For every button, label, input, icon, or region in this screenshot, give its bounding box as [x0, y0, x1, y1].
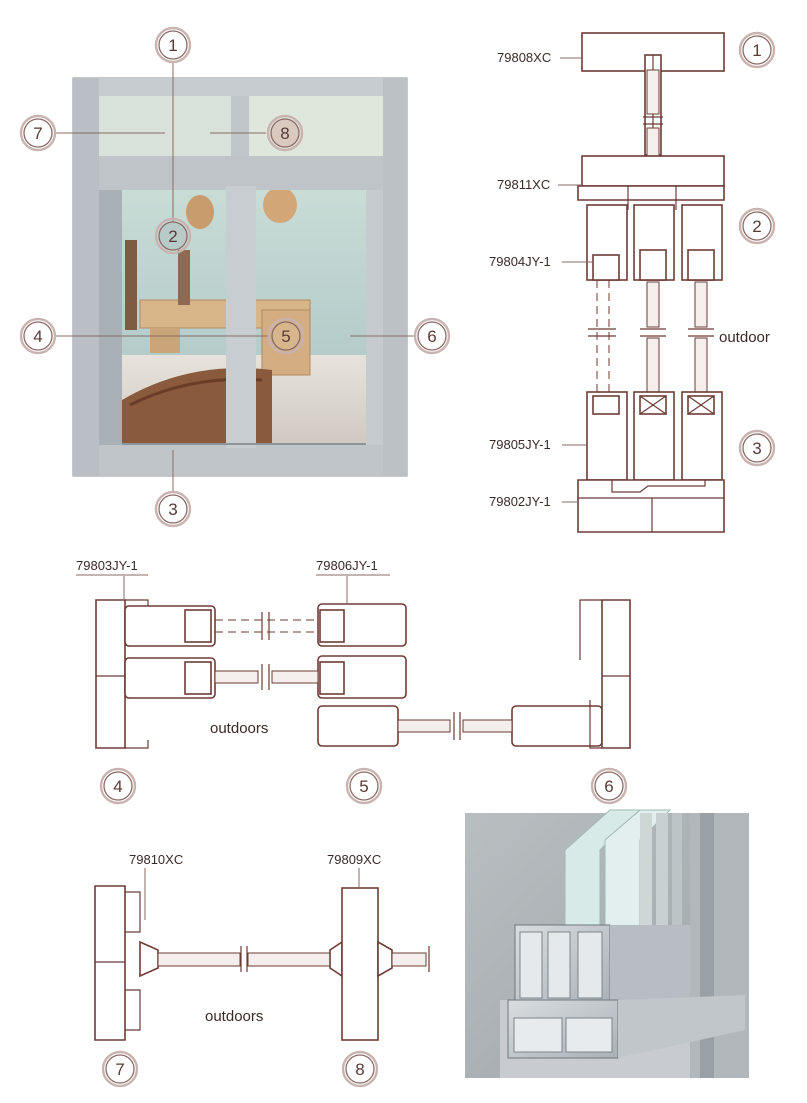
svg-text:4: 4 [33, 327, 43, 346]
photo-callout-2 [156, 219, 190, 253]
section-callout-2 [740, 209, 774, 243]
outdoors-label-transom: outdoors [205, 1008, 264, 1025]
profile-3d-render [465, 810, 749, 1078]
code-79805JY-1: 79805JY-1 [489, 437, 551, 452]
section-callout-8 [343, 1052, 377, 1086]
window-photo [73, 78, 407, 476]
section-callout-7 [103, 1052, 137, 1086]
transom-frame-profile [95, 886, 125, 1040]
svg-text:3: 3 [168, 500, 178, 519]
photo-callout-3 [156, 492, 190, 526]
section-callout-6 [592, 769, 626, 803]
svg-text:5: 5 [359, 777, 369, 796]
photo-callout-6 [415, 319, 449, 353]
sash-top-profiles [587, 205, 722, 280]
svg-text:5: 5 [281, 327, 291, 346]
svg-text:8: 8 [280, 124, 290, 143]
code-79808XC: 79808XC [497, 50, 552, 65]
sash-bottom-profiles [587, 392, 722, 480]
photo-callout-8 [268, 116, 302, 150]
jamb-profile-left [96, 600, 125, 748]
outdoor-label: outdoor [719, 329, 770, 346]
svg-text:1: 1 [752, 41, 762, 60]
svg-text:1: 1 [168, 36, 178, 55]
svg-text:7: 7 [33, 124, 43, 143]
photo-callout-4 [21, 319, 55, 353]
transom-mullion-profile [342, 888, 378, 1040]
svg-text:2: 2 [168, 227, 178, 246]
outdoors-label-horizontal: outdoors [210, 720, 269, 737]
code-79804JY-1: 79804JY-1 [489, 254, 551, 269]
svg-text:6: 6 [427, 327, 437, 346]
svg-text:6: 6 [604, 777, 614, 796]
code-79811XC: 79811XC [497, 177, 551, 192]
code-79810XC: 79810XC [129, 852, 184, 867]
vertical-section [578, 33, 724, 532]
head-frame-profile [582, 156, 724, 186]
svg-text:8: 8 [355, 1060, 365, 1079]
transom-pane-left [99, 96, 231, 156]
photo-callout-5 [269, 319, 303, 353]
svg-text:2: 2 [752, 217, 762, 236]
code-79809XC: 79809XC [327, 852, 382, 867]
vertical-section-labels [489, 33, 774, 509]
code-79802JY-1: 79802JY-1 [489, 494, 551, 509]
horizontal-section [96, 576, 630, 748]
code-79806JY-1: 79806JY-1 [316, 558, 378, 573]
svg-text:3: 3 [752, 439, 762, 458]
section-callout-1 [740, 33, 774, 67]
jamb-profile-right [602, 600, 630, 748]
svg-text:7: 7 [115, 1060, 125, 1079]
photo-callout-7 [21, 116, 55, 150]
section-callout-5 [347, 769, 381, 803]
section-callout-3 [740, 431, 774, 465]
photo-callout-1 [156, 28, 190, 62]
section-callout-4 [101, 769, 135, 803]
svg-text:4: 4 [113, 777, 123, 796]
sill-frame-profile [578, 480, 724, 532]
code-79803JY-1: 79803JY-1 [76, 558, 138, 573]
